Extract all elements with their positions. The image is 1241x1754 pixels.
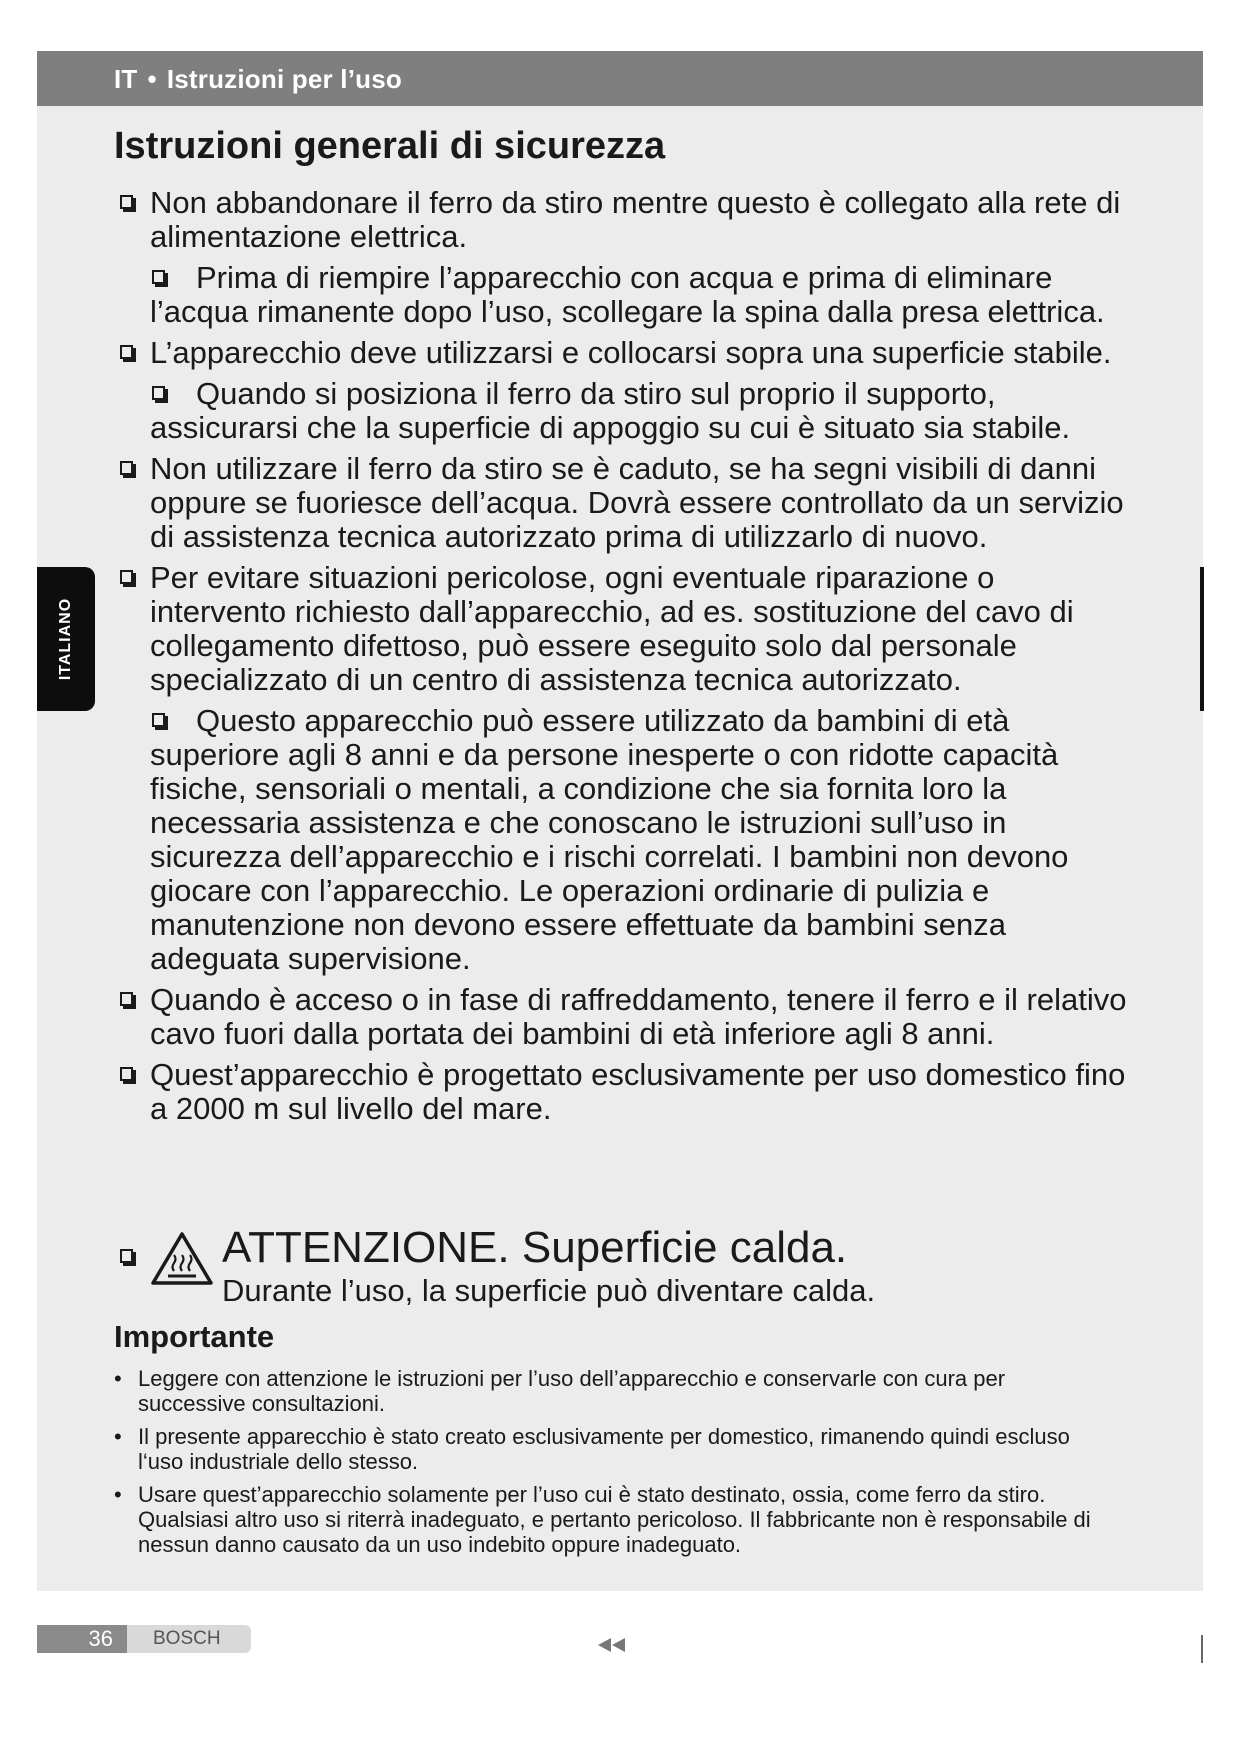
important-title: Importante	[114, 1319, 275, 1354]
safety-list	[114, 186, 1134, 1133]
safety-item-text: Quest’apparecchio è progettato esclusivamente per uso domestico fino a 2000 m sul livello del mare.	[150, 1057, 1126, 1126]
safety-item-text: Questo apparecchio può essere utilizzato da bambini di età superiore agli 8 anni e da persone inesperte o con ridotte capacità fisiche, sensoriali o mentali, a condizione che sia fornita loro la necessaria assistenza e che conoscano le istruzioni sull’uso in sicurezza dell’apparecchio e i rischi correlati. I bambini non devono giocare con l’apparecchio. Le operazioni ordinarie di pulizia e manutenzione non devono essere effettuate da bambini senza adeguata supervisione.	[150, 703, 1069, 976]
warning-title: ATTENZIONE. Superficie calda.	[222, 1223, 848, 1272]
important-list	[114, 1366, 1114, 1565]
safety-item	[114, 561, 1134, 697]
section-header	[114, 64, 402, 95]
safety-item-text: L’apparecchio deve utilizzarsi e collocarsi sopra una superficie stabile.	[150, 335, 1112, 370]
safety-item	[114, 336, 1134, 370]
language-side-tab	[37, 567, 95, 711]
safety-item	[114, 186, 1134, 254]
checkbox-bullet-icon	[152, 713, 165, 727]
safety-item	[114, 261, 1134, 329]
checkbox-bullet-icon	[152, 386, 165, 400]
language-code: IT	[114, 64, 138, 94]
checkbox-bullet-icon	[152, 270, 165, 284]
safety-item-text: Per evitare situazioni pericolose, ogni eventuale riparazione o intervento richiesto dall’apparecchio, ad es. sostituzione del cavo di collegamento difettoso, può essere eseguito solo dal personale specializzato di un centro di assistenza tecnica autorizzato.	[150, 560, 1074, 697]
checkbox-bullet-icon	[120, 570, 133, 584]
section-name: Istruzioni per l’uso	[166, 64, 402, 94]
rewind-arrows-icon	[598, 1637, 632, 1653]
checkbox-bullet-icon	[120, 461, 133, 475]
safety-item-text: Non utilizzare il ferro da stiro se è caduto, se ha segni visibili di danni oppure se fuoriesce dell’acqua. Dovrà essere controllato da un servizio di assistenza tecnica autorizzato prima di utilizzarlo di nuovo.	[150, 451, 1124, 554]
checkbox-bullet-icon	[120, 992, 133, 1006]
important-item: • Leggere con attenzione le istruzioni per l’uso dell’apparecchio e conservarle con cura per successive consultazioni.	[114, 1366, 1114, 1416]
header-separator: •	[147, 64, 157, 94]
right-edge-marker	[1200, 567, 1204, 711]
safety-item-text: Prima di riempire l’apparecchio con acqua e prima di eliminare l’acqua rimanente dopo l’uso, scollegare la spina dalla presa elettrica.	[150, 260, 1105, 329]
safety-item-text: Non abbandonare il ferro da stiro mentre questo è collegato alla rete di alimentazione elettrica.	[150, 185, 1121, 254]
checkbox-bullet-icon	[120, 195, 133, 209]
side-tab-label: ITALIANO	[57, 597, 74, 681]
checkbox-bullet-icon	[120, 1249, 133, 1263]
safety-item	[114, 377, 1134, 445]
warning-text: Durante l’uso, la superficie può diventare calda.	[222, 1273, 876, 1308]
brand-label: BOSCH	[127, 1625, 251, 1653]
safety-item-text: Quando è acceso o in fase di raffreddamento, tenere il ferro e il relativo cavo fuori dalla portata dei bambini di età inferiore agli 8 anni.	[150, 982, 1127, 1051]
safety-item-text: Quando si posiziona il ferro da stiro sul proprio il supporto, assicurarsi che la superficie di appoggio su cui è situato sia stabile.	[150, 376, 1071, 445]
hot-surface-warning	[114, 1223, 1114, 1333]
checkbox-bullet-icon	[120, 1067, 133, 1081]
page-title: Istruzioni generali di sicurezza	[114, 125, 666, 167]
hot-surface-warning-icon	[150, 1231, 214, 1287]
safety-item	[114, 1058, 1134, 1126]
checkbox-bullet-icon	[120, 345, 133, 359]
important-item: • Usare quest’apparecchio solamente per l’uso cui è stato destinato, ossia, come ferro da stiro. Qualsiasi altro uso si riterrà inadeguato, e pertanto pericoloso. Il fabbricante non è responsabile di nessun danno causato da un uso indebito oppure inadeguato.	[114, 1482, 1114, 1557]
right-edge-tick	[1201, 1635, 1203, 1663]
safety-item	[114, 983, 1134, 1051]
page-number: 36	[37, 1625, 127, 1653]
important-item: • Il presente apparecchio è stato creato esclusivamente per domestico, rimanendo quindi escluso l‘uso industriale dello stesso.	[114, 1424, 1114, 1474]
safety-item	[114, 704, 1134, 976]
safety-item	[114, 452, 1134, 554]
